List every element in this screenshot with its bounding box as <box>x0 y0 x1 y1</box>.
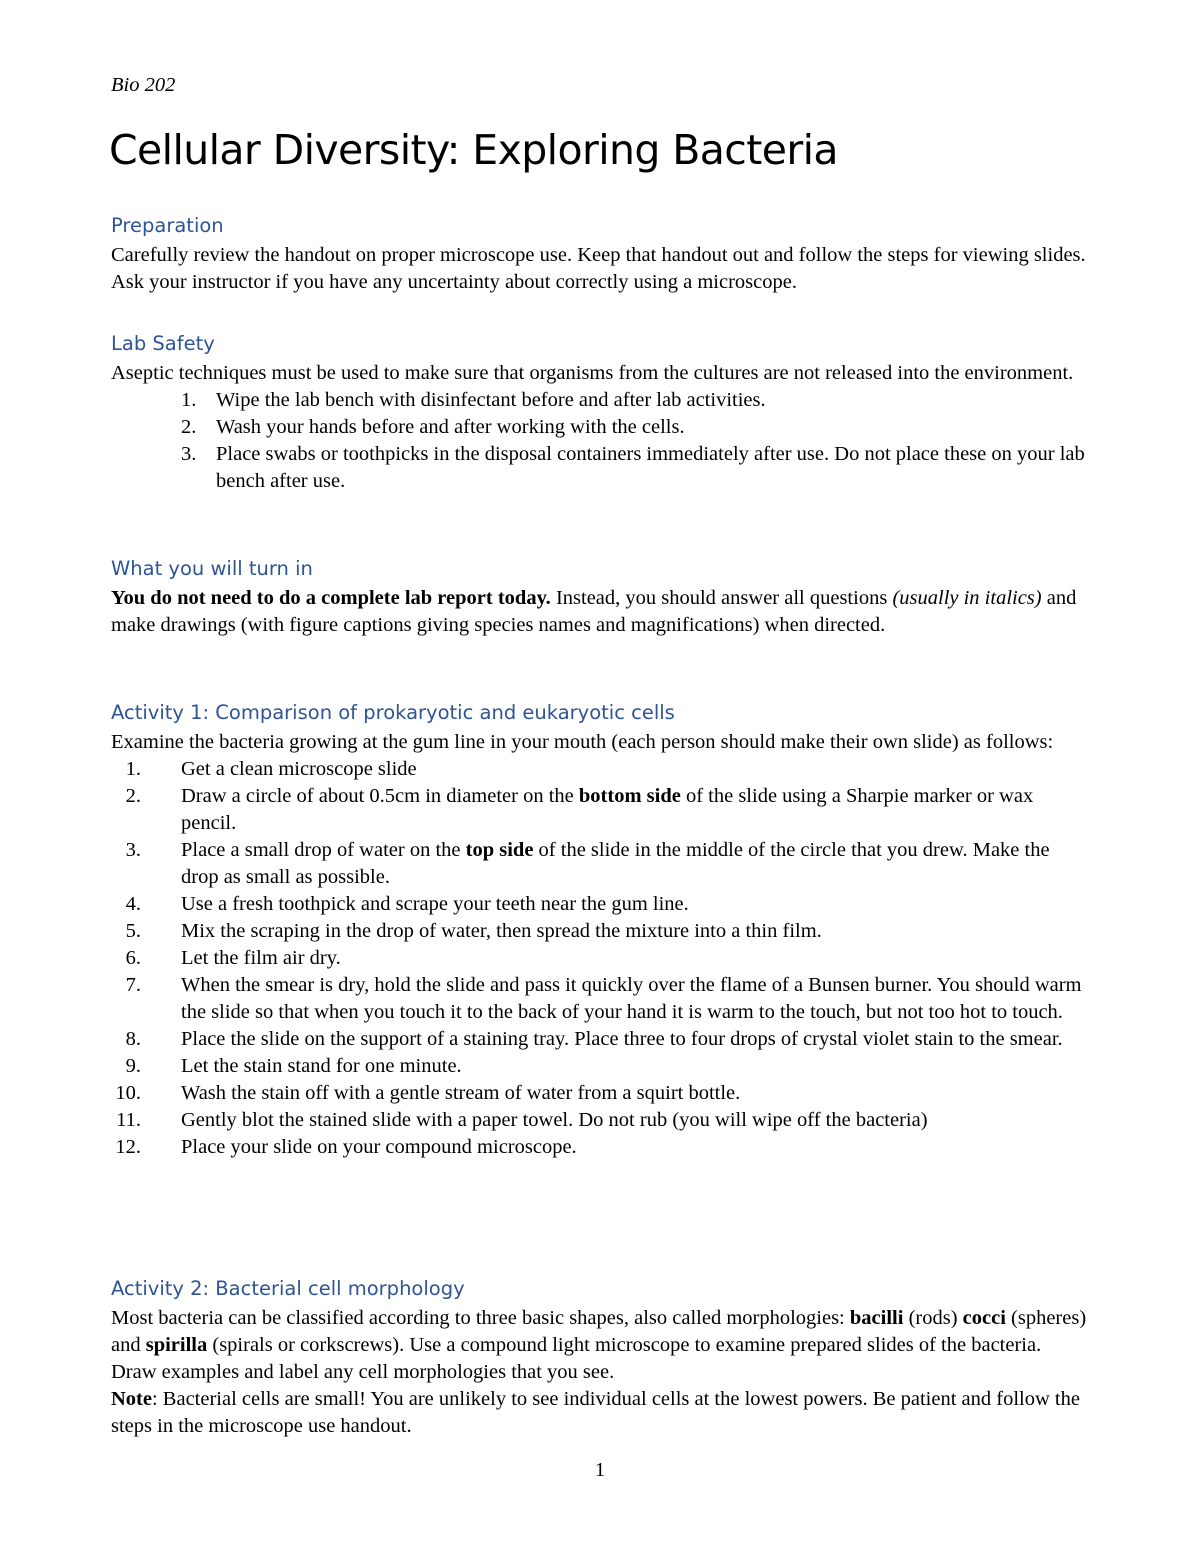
list-number: 11. <box>116 1109 141 1131</box>
turn-in-text <box>111 585 1091 639</box>
list-item-text: Get a clean microscope slide <box>181 758 417 780</box>
list-number: 7. <box>125 974 141 996</box>
list-number: 1. <box>125 758 141 780</box>
list-item-text: of the slide in the middle of the circle that you drew. Make the drop as small as possible. <box>181 839 1050 888</box>
list-item-text: Gently blot the stained slide with a paper towel. Do not rub (you will wipe off the bacteria) <box>181 1109 928 1131</box>
section-heading-turn-in: What you will turn in <box>111 557 313 580</box>
section-lab-safety <box>111 330 1091 495</box>
safety-list <box>111 387 1091 495</box>
list-item-text: Wipe the lab bench with disinfectant before and after lab activities. <box>216 389 766 411</box>
bold-term: bacilli <box>849 1307 904 1329</box>
bold-term: bottom side <box>578 785 681 807</box>
list-number: 5. <box>125 920 141 942</box>
list-item <box>111 1080 1091 1107</box>
activity-1-steps <box>111 756 1091 1161</box>
section-heading-preparation: Preparation <box>111 214 224 237</box>
section-heading-activity-2: Activity 2: Bacterial cell morphology <box>111 1277 465 1300</box>
list-item <box>111 756 1091 783</box>
list-number: 2. <box>181 416 197 438</box>
text-part: Most bacteria can be classified according to three basic shapes, also called morphologies: <box>111 1307 850 1329</box>
list-item-text: When the smear is dry, hold the slide and pass it quickly over the flame of a Bunsen burner. You should warm the slide so that when you touch it to the back of your hand it is warm to the touch, but not too hot to touch. <box>181 974 1082 1023</box>
list-number: 1. <box>181 389 197 411</box>
list-item <box>111 783 1091 837</box>
bold-term: top side <box>465 839 534 861</box>
note-label: Note <box>111 1388 152 1410</box>
list-item <box>111 1053 1091 1080</box>
list-item <box>111 918 1091 945</box>
text-part: (spirals or corkscrews). Use a compound light microscope to examine prepared slides of the bacteria. Draw examples and label any cell morphologies that you see. <box>111 1334 1042 1383</box>
list-number: 3. <box>181 443 197 465</box>
list-item-text: Draw a circle of about 0.5cm in diameter on the <box>181 785 579 807</box>
list-item-text: Mix the scraping in the drop of water, then spread the mixture into a thin film. <box>181 920 822 942</box>
list-number: 9. <box>125 1055 141 1077</box>
section-turn-in <box>111 555 1091 639</box>
list-item <box>111 414 1091 441</box>
list-number: 2. <box>125 785 141 807</box>
list-number: 8. <box>125 1028 141 1050</box>
list-item <box>111 1026 1091 1053</box>
activity-1-intro: Examine the bacteria growing at the gum line in your mouth (each person should make their own slide) as follows: <box>111 731 1054 753</box>
turn-in-italic: (usually in italics) <box>892 587 1042 609</box>
lab-safety-intro: Aseptic techniques must be used to make sure that organisms from the cultures are not released into the environment. <box>111 362 1074 384</box>
list-item-text: Let the stain stand for one minute. <box>181 1055 462 1077</box>
list-item <box>111 1134 1091 1161</box>
bold-term: spirilla <box>145 1334 208 1356</box>
section-preparation <box>111 212 1091 296</box>
list-item <box>111 972 1091 1026</box>
list-item-text: Place swabs or toothpicks in the disposal containers immediately after use. Do not place these on your lab bench after use. <box>216 443 1085 492</box>
turn-in-bold: You do not need to do a complete lab report today. <box>111 587 551 609</box>
list-number: 3. <box>125 839 141 861</box>
list-item-text: of the slide using a Sharpie marker or wax pencil. <box>181 785 1034 834</box>
bold-term: cocci <box>962 1307 1006 1329</box>
text-part: (spheres) and <box>111 1307 1087 1356</box>
list-item <box>111 837 1091 891</box>
list-item-text: Place the slide on the support of a staining tray. Place three to four drops of crystal violet stain to the smear. <box>181 1028 1063 1050</box>
list-item-text: Place a small drop of water on the <box>181 839 466 861</box>
list-item <box>111 945 1091 972</box>
list-item <box>111 891 1091 918</box>
list-item-text: Use a fresh toothpick and scrape your teeth near the gum line. <box>181 893 689 915</box>
preparation-text: Carefully review the handout on proper microscope use. Keep that handout out and follow the steps for viewing slides. Ask your instructor if you have any uncertainty about correctly using a microscope. <box>111 244 1086 293</box>
list-number: 10. <box>115 1082 141 1104</box>
list-number: 6. <box>125 947 141 969</box>
section-activity-1 <box>111 699 1091 1161</box>
list-item-text: Place your slide on your compound microscope. <box>181 1136 577 1158</box>
list-item-text: Wash the stain off with a gentle stream of water from a squirt bottle. <box>181 1082 741 1104</box>
section-heading-lab-safety: Lab Safety <box>111 332 215 355</box>
list-item <box>111 1107 1091 1134</box>
turn-in-part: Instead, you should answer all questions <box>550 587 893 609</box>
section-activity-2 <box>111 1275 1091 1440</box>
list-number: 12. <box>115 1136 141 1158</box>
list-item <box>111 387 1091 414</box>
list-item <box>111 441 1091 495</box>
list-number: 4. <box>125 893 141 915</box>
turn-in-part: and make drawings (with figure captions giving species names and magnifications) when directed. <box>111 587 1077 636</box>
list-item-text: Let the film air dry. <box>181 947 341 969</box>
activity-2-note <box>111 1386 1091 1440</box>
course-label: Bio 202 <box>111 74 176 96</box>
section-heading-activity-1: Activity 1: Comparison of prokaryotic and eukaryotic cells <box>111 701 675 724</box>
activity-2-text <box>111 1305 1091 1386</box>
list-item-text: Wash your hands before and after working with the cells. <box>216 416 685 438</box>
note-text: : Bacterial cells are small! You are unlikely to see individual cells at the lowest powers. Be patient and follow the steps in the microscope use handout. <box>111 1388 1080 1437</box>
page-title: Cellular Diversity: Exploring Bacteria <box>109 126 838 174</box>
page-number: 1 <box>594 1459 606 1481</box>
text-part: (rods) <box>903 1307 963 1329</box>
